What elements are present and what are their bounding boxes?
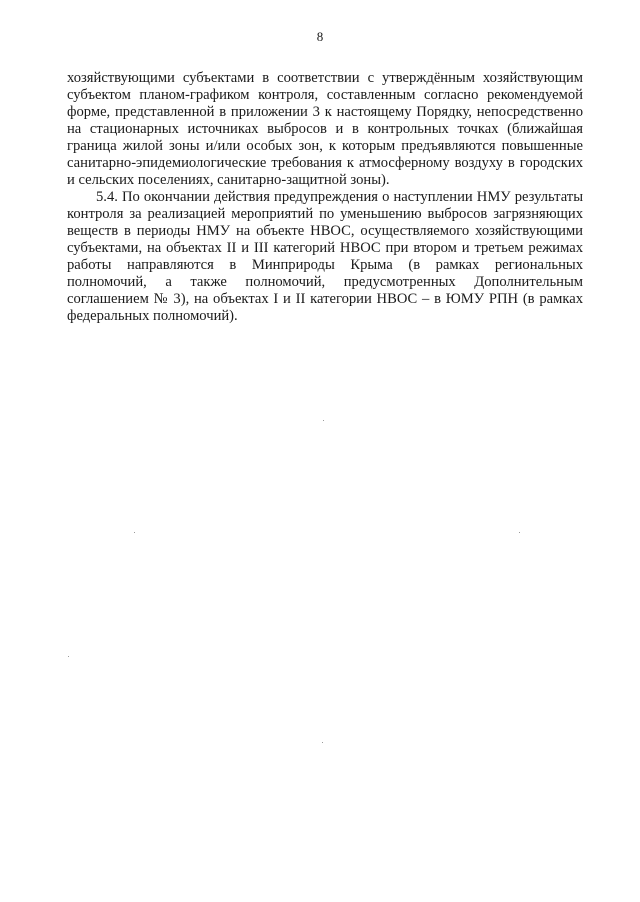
scan-speck (134, 532, 135, 533)
scan-speck (322, 742, 323, 743)
scan-speck (323, 420, 324, 421)
scan-speck (519, 532, 520, 533)
page-number: 8 (316, 29, 324, 44)
scan-speck (68, 656, 69, 657)
paragraph-continuation: хозяйствующими субъектами в соответствии с утверждённым хозяйствующим субъектом планом-графиком контроля, составленным согласно рекомендуемой форме, представленной в приложении 3 к настоящему Порядку, непосредственно на стационарных источниках выбросов и в контрольных точках (ближайшая граница жилой зоны и/или особых зон, к которым предъявляются повышенные санитарно-эпидемиологические требования к атмосферному воздуху в городских и сельских поселениях, санитарно-защитной зоны). (67, 70, 583, 188)
document-body (67, 70, 583, 325)
paragraph-5-4: 5.4. По окончании действия предупреждения о наступлении НМУ результаты контроля за реализацией мероприятий по уменьшению выбросов загрязняющих веществ в периоды НМУ на объекте НВОС, осуществляемого хозяйствующими субъектами, на объектах II и III категорий НВОС при втором и третьем режимах работы направляются в Минприроды Крыма (в рамках региональных полномочий, а также полномочий, предусмотренных Дополнительным соглашением № 3), на объектах I и II категории НВОС – в ЮМУ РПН (в рамках федеральных полномочий). (67, 189, 583, 324)
